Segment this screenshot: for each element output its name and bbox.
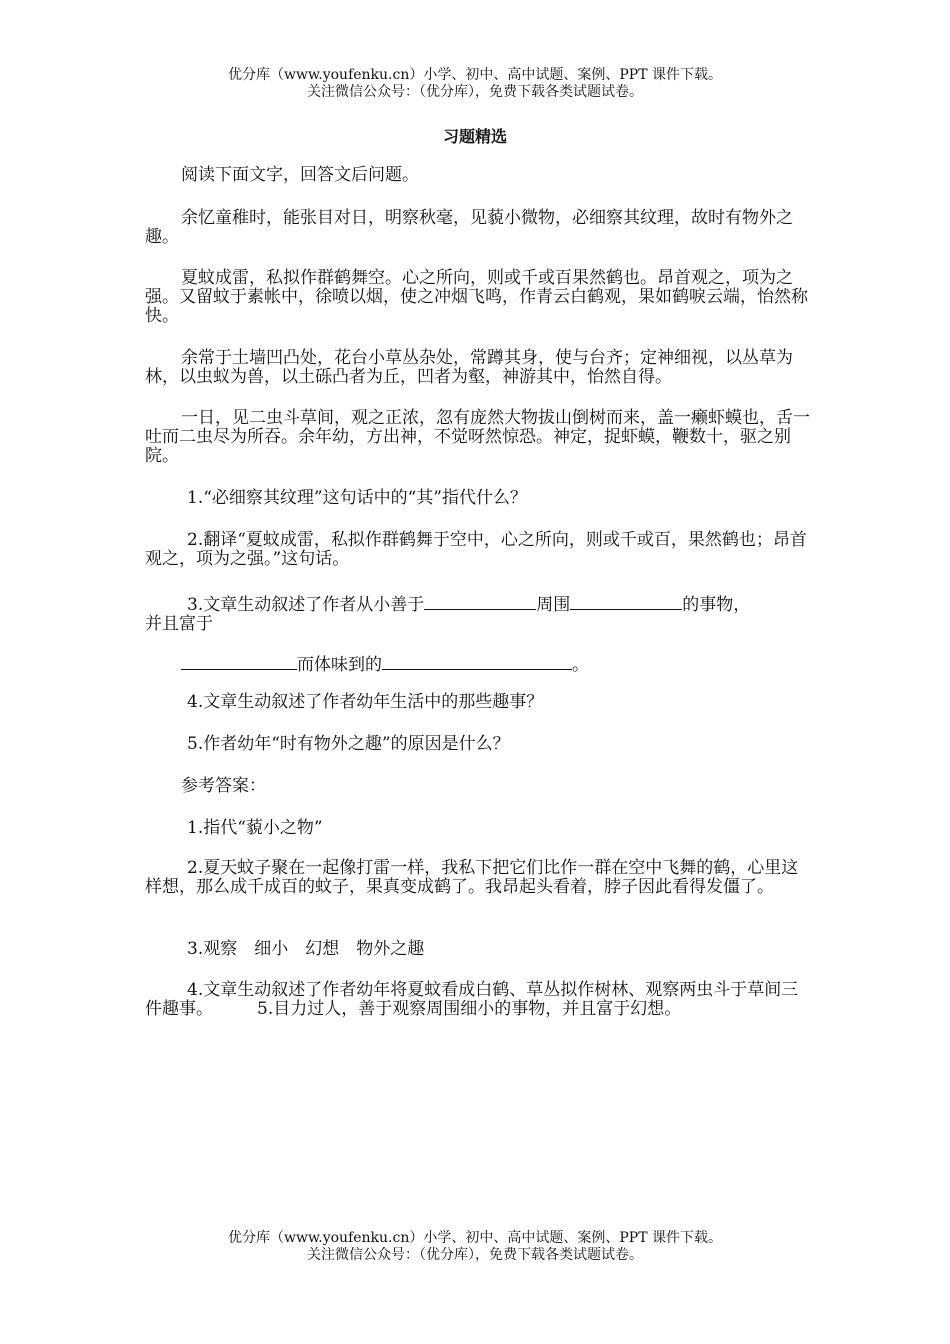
answer-text: 2.夏天蚊子聚在一起像打雷一样，我私下把它们比作一群在空中飞舞的鹤，心里这样想，那么成千成百的蚊子，果真变成鹤了。我昂起头看着，脖子因此看得发僵了。 (145, 858, 799, 897)
fill-blank-3[interactable] (181, 652, 297, 670)
answer-text: 3.观察 细小 幻想 物外之趣 (187, 939, 425, 959)
passage-text: 余常于土墙凹凸处，花台小草丛杂处，常蹲其身，使与台齐；定神细视，以丛草为林，以虫蚁为兽，以土砾凸者为丘，凹者为壑，神游其中，怡然自得。 (145, 348, 793, 387)
answer-text: 5.目力过人，善于观察周围细小的事物，并且富于幻想。 (257, 999, 682, 1019)
passage-paragraph-2 (145, 269, 810, 326)
intro-paragraph (145, 166, 810, 185)
question-text: 周围 (536, 595, 571, 615)
question-2 (145, 531, 810, 569)
answers-label-text: 参考答案： (181, 776, 266, 796)
question-1 (145, 489, 810, 508)
footer-line-2: 关注微信公众号：（优分库），免费下载各类试题试卷。 (307, 1247, 643, 1263)
page-header (0, 67, 950, 101)
footer-line-1: 优分库（www.youfenku.cn）小学、初中、高中试题、案例、PPT 课件下载。 (227, 1230, 722, 1246)
passage-paragraph-1 (145, 209, 810, 247)
question-3 (145, 592, 810, 634)
question-4 (145, 693, 810, 712)
question-text: 2.翻译“夏蚊成雷，私拟作群鹤舞于空中，心之所向，则或千或百，果然鹤也；昂首观之，项为之强。”这句话。 (145, 530, 807, 569)
question-5 (145, 735, 810, 754)
fill-blank-2[interactable] (570, 592, 682, 610)
answers-label (145, 777, 810, 796)
question-3-continued (145, 652, 810, 675)
header-line-1: 优分库（www.youfenku.cn）小学、初中、高中试题、案例、PPT 课件下载。 (227, 67, 722, 83)
question-text: 5.作者幼年“时有物外之趣”的原因是什么？ (187, 734, 510, 754)
question-text: 3.文章生动叙述了作者从小善于 (187, 595, 425, 615)
answer-text: 1.指代“藐小之物” (187, 818, 323, 838)
passage-text: 一日，见二虫斗草间，观之正浓，忽有庞然大物拔山倒树而来，盖一癞虾蟆也，舌一吐而二虫尽为所吞。余年幼，方出神，不觉呀然惊恐。神定，捉虾蟆，鞭数十，驱之别院。 (145, 408, 810, 466)
answer-4-and-5 (145, 981, 810, 1019)
question-text: 而体味到的 (297, 655, 382, 675)
passage-text: 夏蚊成雷，私拟作群鹤舞空。心之所向，则或千或百果然鹤也。昂首观之，项为之强。又留蚊于素帐中，徐喷以烟，使之冲烟飞鸣，作青云白鹤观，果如鹤唳云端，怡然称快。 (145, 268, 808, 326)
passage-paragraph-3 (145, 349, 810, 387)
question-text: 1.“必细察其纹理”这句话中的“其”指代什么？ (187, 488, 527, 508)
question-text: 4.文章生动叙述了作者幼年生活中的那些趣事？ (187, 692, 544, 712)
passage-paragraph-4 (145, 409, 810, 466)
answer-text: 4.文章生动叙述了作者幼年将夏蚊看成白鹤、草丛拟作树林、观察两虫斗于草间三件趣事。 (145, 980, 799, 1019)
question-text: 。 (572, 655, 589, 675)
answer-2 (145, 859, 810, 897)
header-line-2: 关注微信公众号：（优分库），免费下载各类试题试卷。 (307, 84, 643, 100)
intro-text: 阅读下面文字，回答文后问题。 (181, 165, 419, 185)
question-text: 并且富于 (145, 614, 213, 634)
passage-text: 余忆童稚时，能张目对日，明察秋毫，见藐小微物，必细察其纹理，故时有物外之趣。 (145, 208, 793, 247)
answer-1 (145, 819, 810, 838)
page-title: 习题精选 (442, 127, 507, 146)
fill-blank-1[interactable] (424, 592, 536, 610)
page-footer (0, 1230, 950, 1264)
fill-blank-4[interactable] (382, 652, 572, 670)
question-text: 的事物， (682, 595, 751, 615)
answer-3 (145, 940, 810, 959)
